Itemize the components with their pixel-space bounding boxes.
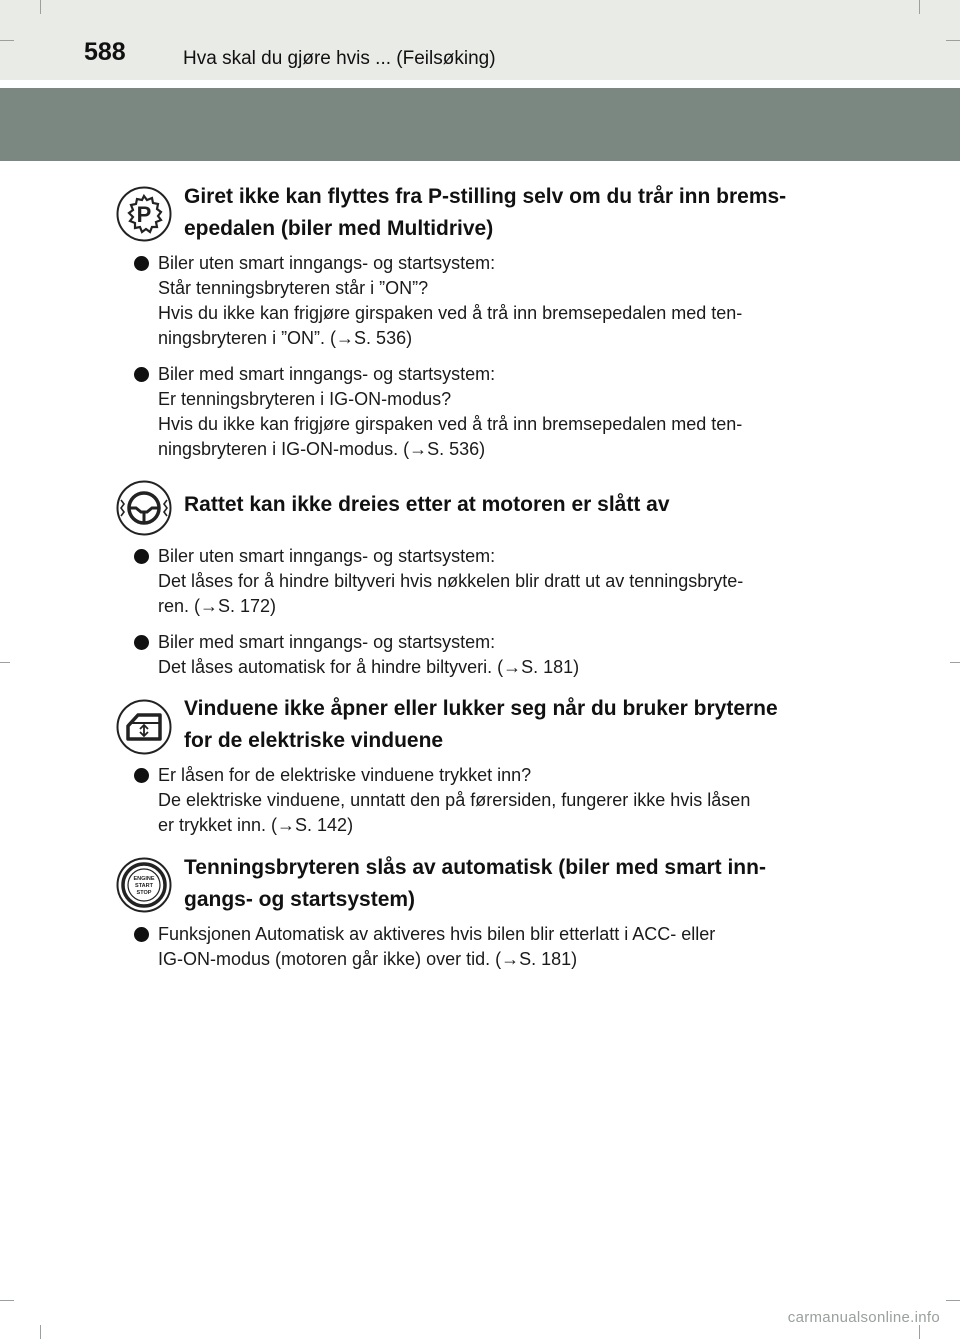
crop-mark <box>946 1300 960 1301</box>
bullet <box>134 256 149 271</box>
chapter-title: Hva skal du gjøre hvis ... (Feilsøking) <box>183 48 496 69</box>
start-label: START <box>135 883 153 889</box>
engine-label: ENGINE <box>133 876 155 882</box>
crop-mark <box>40 1325 41 1339</box>
section-title-bar <box>0 88 960 161</box>
section-heading: Tenningsbryteren slås av automatisk (biler med smart inn- gangs- og startsystem) <box>184 856 766 911</box>
crop-mark <box>0 1300 14 1301</box>
bullet <box>134 927 149 942</box>
section-heading: Giret ikke kan flyttes fra P-stilling selv om du trår inn brems- epedalen (biler med Multidrive) <box>184 185 787 240</box>
section-heading: Rattet kan ikke dreies etter at motoren er slått av <box>184 493 670 516</box>
steering-wheel-lock-icon <box>116 480 172 536</box>
page-number: 588 <box>84 38 126 66</box>
list-item: Biler uten smart inngangs- og startsystem: Det låses for å hindre biltyveri hvis nøkkelen blir dratt ut av tenningsbryte- ren. (→S. 172) <box>158 546 744 616</box>
power-window-icon <box>116 699 172 755</box>
shift-lock-p-icon <box>116 186 172 242</box>
crop-mark <box>0 662 10 663</box>
bullet <box>134 367 149 382</box>
crop-mark <box>40 0 41 14</box>
list-item: Biler uten smart inngangs- og startsystem: Står tenningsbryteren står i ”ON”? Hvis du ikke kan frigjøre girspaken ved å trå inn bremsepedalen med ten- ningsbryteren i ”ON”. (→S. 536) <box>158 253 743 348</box>
section-heading: Vinduene ikke åpner eller lukker seg når du bruker bryterne for de elektriske vinduene <box>184 697 778 752</box>
list-item: Biler med smart inngangs- og startsystem: Det låses automatisk for å hindre biltyveri. (→S. 181) <box>158 632 580 677</box>
stop-label: STOP <box>136 890 152 896</box>
crop-mark <box>919 1325 920 1339</box>
bullet <box>134 549 149 564</box>
crop-mark <box>950 662 960 663</box>
bullet <box>134 635 149 650</box>
watermark: carmanualsonline.info <box>787 1309 940 1326</box>
bullet <box>134 768 149 783</box>
list-item: Funksjonen Automatisk av aktiveres hvis bilen blir etterlatt i ACC- eller IG-ON-modus (motoren går ikke) over tid. (→S. 181) <box>158 924 716 969</box>
list-item: Biler med smart inngangs- og startsystem: Er tenningsbryteren i IG-ON-modus? Hvis du ikke kan frigjøre girspaken ved å trå inn bremsepedalen med ten- ningsbryteren i IG-ON-modus. (→S. 536) <box>158 364 743 459</box>
crop-mark <box>946 40 960 41</box>
crop-mark <box>0 40 14 41</box>
crop-mark <box>919 0 920 14</box>
engine-start-stop-button-icon <box>116 857 172 913</box>
svg-text:P: P <box>136 202 152 227</box>
list-item: Er låsen for de elektriske vinduene trykket inn? De elektriske vinduene, unntatt den på førersiden, fungerer ikke hvis låsen er trykket inn. (→S. 142) <box>158 765 751 835</box>
